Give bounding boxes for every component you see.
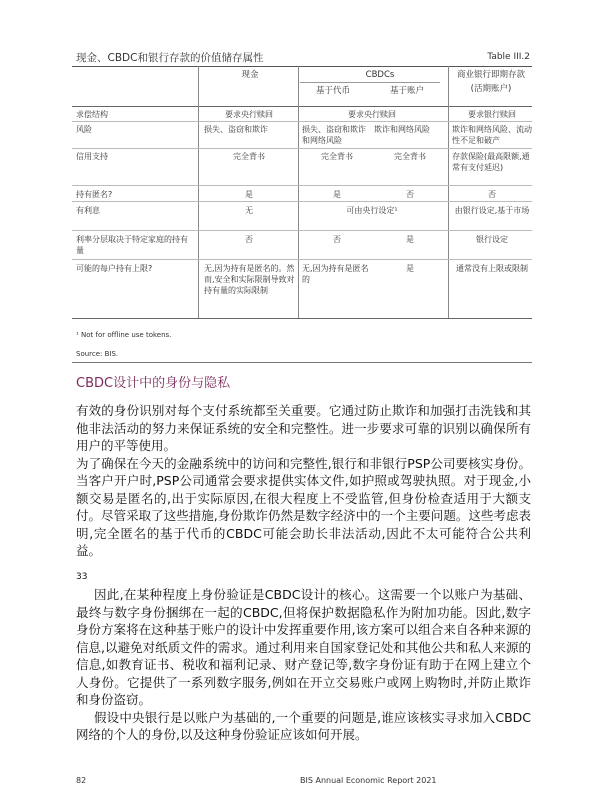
row-bank: 要求银行赎回 <box>468 110 516 119</box>
row-label: 持有匿名? <box>76 190 113 199</box>
row-label: 信用支持 <box>76 152 108 161</box>
row-label: 可能的每户持有上限? <box>76 264 153 273</box>
row-divider <box>72 185 532 186</box>
row-cbdc-token: 完全背书 <box>321 152 353 161</box>
row-cash: 损失、盗窃和欺诈 <box>204 125 268 134</box>
table-vline-3 <box>448 66 449 318</box>
table-tag: Table III.2 <box>487 52 530 62</box>
row-label: 求偿结构 <box>76 110 108 119</box>
header-cbdc-token: 基于代币 <box>315 86 350 96</box>
row-cash: 无 <box>245 206 253 215</box>
row-cash: 是 <box>245 190 253 199</box>
page-number: 82 <box>76 776 87 785</box>
table-footnote: ¹ Not for offline use tokens. <box>76 331 172 339</box>
row-cbdc-token: 否 <box>333 235 341 244</box>
row-bank: 存款保险(最高限额,通常有支付延迟) <box>452 152 530 172</box>
row-cbdc-account: 是 <box>406 235 414 244</box>
row-cbdc-account: 完全背书 <box>394 152 426 161</box>
row-bank: 欺诈和网络风险、流动性不足和破产 <box>452 125 532 145</box>
header-cash: 现金 <box>241 70 259 80</box>
row-cbdc-account: 否 <box>406 190 414 199</box>
row-divider <box>72 148 532 149</box>
table-header-rule <box>72 106 532 107</box>
header-cbdc-account: 基于账户 <box>389 86 424 96</box>
row-cbdc-token: 是 <box>333 190 341 199</box>
row-cbdc-token: 无,因为持有是匿名的 <box>302 264 369 284</box>
row-label: 利率分层取决于特定家庭的持有量 <box>76 235 188 255</box>
table-top-rule <box>72 66 532 67</box>
table-source: Source: BIS. <box>76 350 119 358</box>
row-cash: 要求央行赎回 <box>225 110 273 119</box>
row-label: 风险 <box>76 125 92 134</box>
row-bank: 由银行设定,基于市场 <box>454 206 530 215</box>
table-bottom-rule <box>72 318 532 319</box>
report-name: BIS Annual Economic Report 2021 <box>300 776 437 785</box>
row-cbdc: 要求央行赎回 <box>348 110 396 119</box>
section-title: CBDC设计中的身份与隐私 <box>76 376 231 391</box>
source-rule <box>72 362 532 363</box>
row-label: 有利息 <box>76 206 100 215</box>
paragraph: 因此,在某种程度上身份验证是CBDC设计的核心。这需要一个以账户为基础、最终与数字身份捆绑在一起的CBDC,但将保护数据隐私作为附加功能。因此,数字身份方案将在这种基于账户的设计中发挥重要作用,该方案可以组合来自各种来源的信息,以避免对纸质文件的需求。通过利用来自国家登记处和其他公共和私人来源的信息,如教育证书、税收和福利记录、财产登记等,数字身份证有助于在网上建立个人身份。它提供了一系列数字服务,例如在开立交易账户或网上购物时,并防止欺诈和身份盗窃。 <box>76 587 531 707</box>
table-vline-2 <box>298 66 299 318</box>
row-cbdc-account: 是 <box>406 264 414 273</box>
header-bank-deposit: 商业银行即期存款 <box>456 70 525 80</box>
row-bank: 通常没有上限或限制 <box>456 264 528 273</box>
row-cbdc-token: 损失、盗窃和欺诈和网络风险 <box>302 125 366 145</box>
row-divider <box>72 230 532 231</box>
paragraph: 为了确保在今天的金融系统中的访问和完整性,银行和非银行PSP公司要核实身份。当客户开户时,PSP公司通常会要求提供实体文件,如护照或驾驶执照。对于现金,小额交易是匿名的,出于实际原因,在很大程度上不受监管,但身份检查适用于大额支付。尽管采取了这些措施,身份欺诈仍然是数字经济中的一个主要问题。这些考虑表明,完全匿名的基于代币的CBDC可能会助长非法活动,因此不太可能符合公共利益。 <box>76 455 531 558</box>
header-bank-deposit-sub: (活期账户) <box>470 84 512 94</box>
row-divider <box>72 201 532 202</box>
header-cbdc-subrule <box>300 82 440 83</box>
row-cbdc: 可由央行设定¹ <box>346 206 398 215</box>
body-text-block-2 <box>76 586 531 744</box>
row-cbdc-account: 欺诈和网络风险 <box>374 125 430 134</box>
row-cash: 无,因为持有是匿名的。然而,安全和实际限制导致对持有量的实际限制 <box>204 264 295 295</box>
paragraph: 假设中央银行是以账户为基础的,一个重要的问题是,谁应该核实寻求加入CBDC网络的个人的身份,以及这种身份验证应该如何开展。 <box>76 709 531 742</box>
row-cash: 完全背书 <box>233 152 265 161</box>
row-bank: 否 <box>488 190 496 199</box>
paragraph: 有效的身份识别对每个支付系统都至关重要。它通过防止欺诈和加强打击洗钱和其他非法活动的努力来保证系统的安全和完整性。进一步要求可靠的识别以确保所有用户的平等使用。 <box>76 403 531 453</box>
row-cash: 否 <box>245 235 253 244</box>
footnote-marker: 33 <box>76 572 88 582</box>
row-bank: 银行设定 <box>476 235 508 244</box>
table-title: 现金、CBDC和银行存款的价值储存属性 <box>76 52 264 64</box>
row-divider <box>72 121 532 122</box>
table-vline-1 <box>198 66 199 318</box>
header-cbdcs: CBDCs <box>365 70 395 80</box>
row-divider <box>72 259 532 260</box>
body-text-block-1 <box>76 402 531 560</box>
